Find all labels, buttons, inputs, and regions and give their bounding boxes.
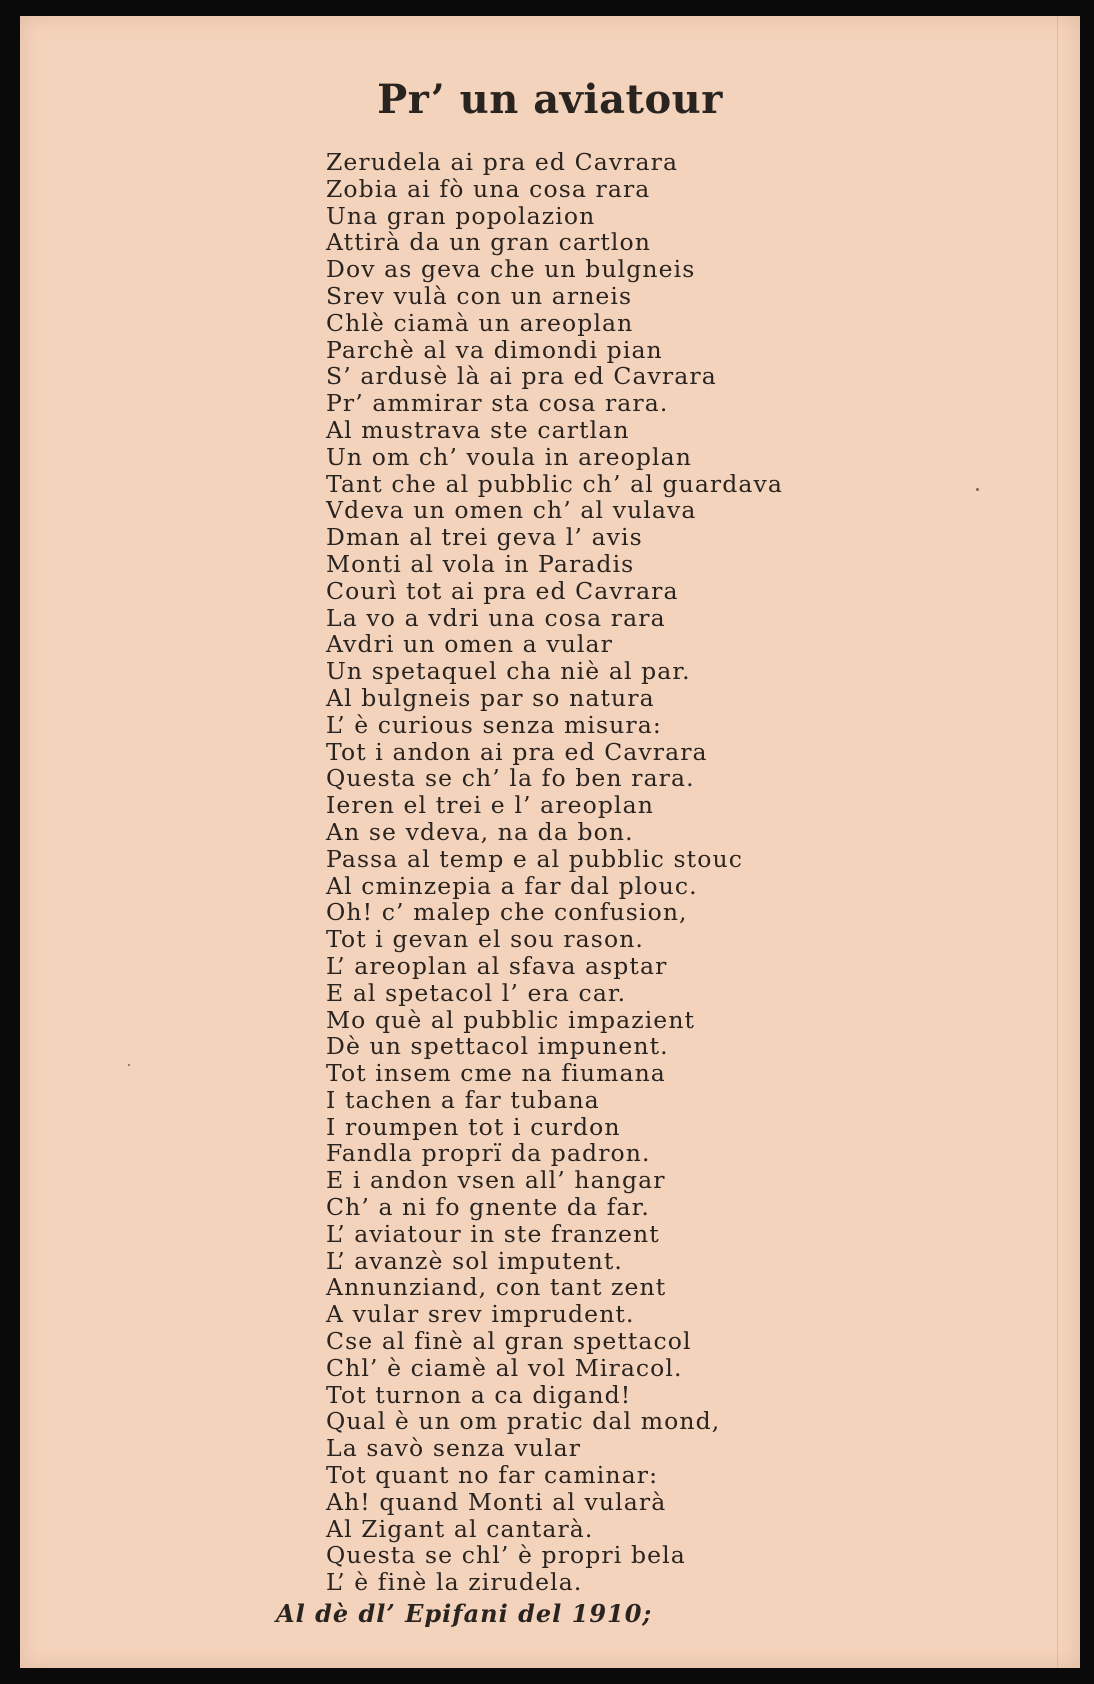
- poem-line: Avdri un omen a vular: [326, 630, 613, 659]
- poem-line: L’ avanzè sol imputent.: [326, 1246, 623, 1275]
- poem-body: [326, 149, 783, 1596]
- poem-line: E i andon vsen all’ hangar: [326, 1166, 666, 1195]
- poem-line: Mo què al pubblic impazient: [326, 1005, 696, 1034]
- poem-line: Chl’ è ciamè al vol Miracol.: [326, 1353, 683, 1382]
- poem-line: Zobia ai fò una cosa rara: [326, 174, 651, 203]
- poem-line: Dman al trei geva l’ avis: [326, 523, 643, 552]
- poem-line: Passa al temp e al pubblic stouc: [326, 844, 743, 873]
- poem-line: I tachen a far tubana: [326, 1085, 600, 1114]
- postcard: [20, 16, 1080, 1668]
- poem-line: Questa se ch’ la fo ben rara.: [326, 764, 695, 793]
- poem-line: L’ areoplan al sfava asptar: [326, 951, 668, 980]
- poem-line: Courì tot ai pra ed Cavrara: [326, 576, 679, 605]
- poem-dateline: Al dè dl’ Epifani del 1910;: [276, 1599, 653, 1628]
- poem-line: Tot turnon a ca digand!: [326, 1380, 632, 1409]
- poem-line: Parchè al va dimondi pian: [326, 335, 663, 364]
- poem-line: Al bulgneis par so natura: [326, 683, 655, 712]
- poem-line: L’ è finè la zirudela.: [326, 1568, 583, 1597]
- poem-line: S’ ardusè là ai pra ed Cavrara: [326, 362, 717, 391]
- poem-line: Un om ch’ voula in areoplan: [326, 442, 692, 471]
- poem-line: Qual è un om pratic dal mond,: [326, 1407, 721, 1436]
- poem-line: Oh! c’ malep che confusion,: [326, 898, 688, 927]
- poem-line: L’ aviatour in ste franzent: [326, 1219, 660, 1248]
- poem-line: Srev vulà con un arneis: [326, 281, 633, 310]
- paper-speck: [976, 488, 979, 491]
- poem-line: Pr’ ammirar sta cosa rara.: [326, 389, 669, 418]
- poem-line: Questa se chl’ è propri bela: [326, 1541, 686, 1570]
- poem-line: Tot quant no far caminar:: [326, 1461, 659, 1490]
- poem-line: Annunziand, con tant zent: [326, 1273, 667, 1302]
- poem-line: Monti al vola in Paradis: [326, 549, 635, 578]
- poem-line: Ch’ a ni fo gnente da far.: [326, 1193, 650, 1222]
- poem-line: A vular srev imprudent.: [326, 1300, 635, 1329]
- poem-line: Un spetaquel cha niè al par.: [326, 657, 691, 686]
- paper-speck: [128, 1064, 130, 1066]
- poem-line: Cse al finè al gran spettacol: [326, 1327, 692, 1356]
- poem-line: Tot insem cme na fiumana: [326, 1059, 666, 1088]
- poem-line: La savò senza vular: [326, 1434, 582, 1463]
- poem-line: Vdeva un omen ch’ al vulava: [326, 496, 697, 525]
- poem-line: Tant che al pubblic ch’ al guardava: [326, 469, 784, 498]
- poem-line: Dè un spettacol impunent.: [326, 1032, 669, 1061]
- poem-line: Zerudela ai pra ed Cavrara: [326, 148, 679, 176]
- poem-line: Al mustrava ste cartlan: [326, 415, 630, 444]
- poem-line: E al spetacol l’ era car.: [326, 978, 627, 1007]
- poem-line: Chlè ciamà un areoplan: [326, 308, 634, 337]
- poem-title: Pr’ un aviatour: [377, 76, 723, 123]
- poem-line: Fandla proprï da padron.: [326, 1139, 651, 1168]
- poem-line: An se vdeva, na da bon.: [326, 817, 634, 846]
- poem-line: Al cminzepia a far dal plouc.: [326, 871, 698, 900]
- poem-line: I roumpen tot i curdon: [326, 1112, 621, 1141]
- poem-line: Tot i andon ai pra ed Cavrara: [326, 737, 708, 766]
- poem-line: Ieren el trei e l’ areoplan: [326, 791, 654, 820]
- poem-line: La vo a vdri una cosa rara: [326, 603, 666, 632]
- poem-line: Ah! quand Monti al vularà: [326, 1487, 667, 1516]
- poem-line: Attirà da un gran cartlon: [326, 228, 651, 257]
- poem-line: L’ è curious senza misura:: [326, 710, 662, 739]
- poem-line: Al Zigant al cantarà.: [326, 1514, 594, 1543]
- poem-line: Una gran popolazion: [326, 201, 596, 230]
- poem-line: Tot i gevan el sou rason.: [326, 925, 645, 954]
- poem-line: Dov as geva che un bulgneis: [326, 255, 696, 284]
